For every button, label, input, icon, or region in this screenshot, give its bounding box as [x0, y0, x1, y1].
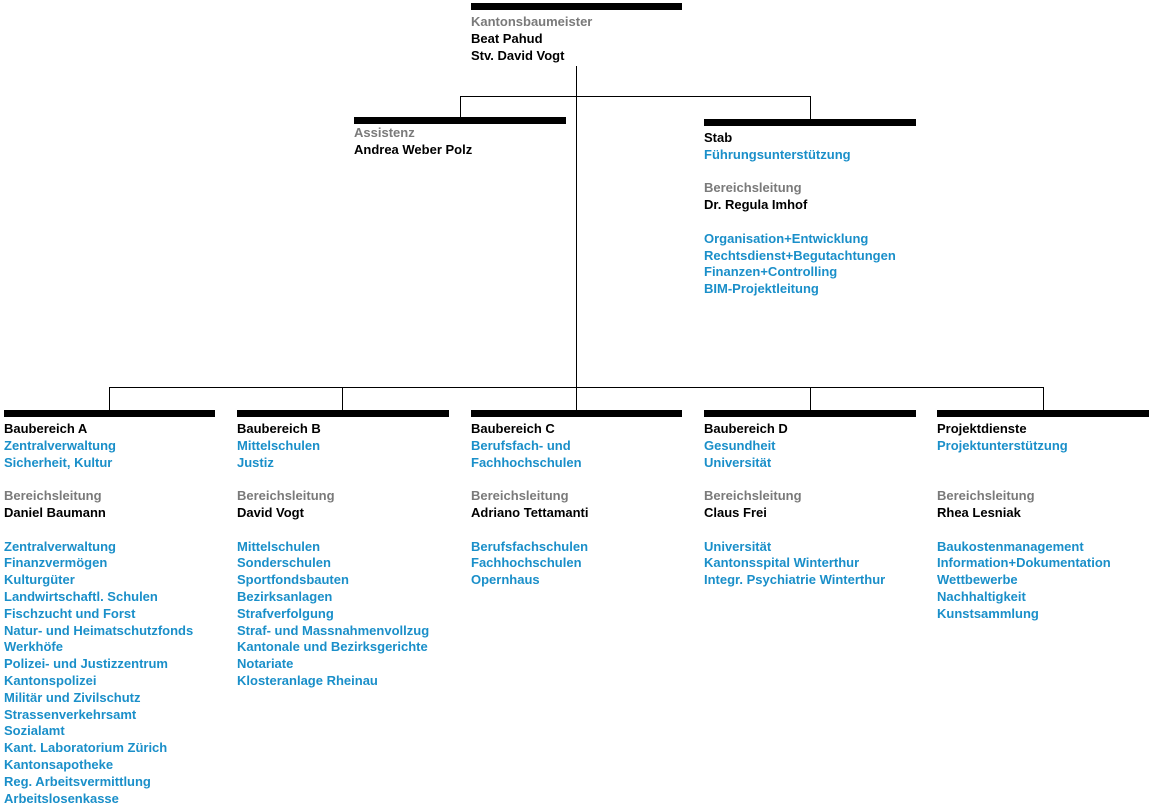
department-item: Fischzucht und Forst: [4, 605, 136, 621]
department-unit: Gesundheit: [704, 437, 776, 453]
stab-title: Stab: [704, 130, 733, 145]
baubereich-d-box: [704, 410, 916, 589]
role-label: Kantonsbaumeister: [471, 14, 593, 29]
stab-box: [704, 119, 916, 298]
department-item: Mittelschulen: [237, 538, 321, 554]
department-item: Finanzvermögen: [4, 555, 108, 571]
department-item: Arbeitslosenkasse: [4, 790, 119, 806]
baubereich-b-box: [237, 410, 449, 690]
department-item: Kunstsammlung: [937, 605, 1039, 621]
department-item: Strassenverkehrsamt: [4, 706, 137, 722]
header-bar: [354, 117, 566, 124]
department-unit: Berufsfach- und: [471, 437, 571, 453]
department-item: Nachhaltigkeit: [937, 588, 1026, 604]
department-item: Kantonale und Bezirksgerichte: [237, 639, 428, 655]
header-bar: [937, 410, 1149, 417]
department-item: Wettbewerbe: [937, 572, 1018, 588]
lead-label: Bereichsleitung: [704, 488, 802, 504]
department-item: Zentralverwaltung: [4, 538, 116, 554]
department-item: Berufsfachschulen: [471, 538, 589, 554]
header-bar: [4, 410, 215, 417]
header-bar: [704, 119, 916, 126]
lead-label: Bereichsleitung: [704, 180, 802, 196]
department-item: Universität: [704, 538, 772, 554]
person-name: Andrea Weber Polz: [354, 141, 473, 157]
department-item: Natur- und Heimatschutzfonds: [4, 622, 194, 638]
lead-label: Bereichsleitung: [937, 488, 1035, 504]
department-unit: Universität: [704, 454, 772, 470]
department-item: Klosteranlage Rheinau: [237, 672, 378, 688]
department-item: Notariate: [237, 656, 294, 672]
department-item: Fachhochschulen: [471, 555, 582, 571]
lead-name: Adriano Tettamanti: [471, 504, 589, 520]
department-item: Reg. Arbeitsvermittlung: [4, 773, 151, 789]
header-bar: [704, 410, 916, 417]
department-item: Kantonsspital Winterthur: [704, 555, 860, 571]
department-item: Militär und Zivilschutz: [4, 689, 141, 705]
department-item: Kantonspolizei: [4, 672, 97, 688]
lead-label: Bereichsleitung: [237, 488, 335, 504]
stab-item: Organisation+Entwicklung: [704, 230, 869, 246]
department-title: Baubereich C: [471, 421, 555, 436]
stab-unit: Führungsunterstützung: [704, 146, 851, 162]
baubereich-a-box: [4, 410, 215, 807]
department-item: Werkhöfe: [4, 639, 63, 655]
role-label: Assistenz: [354, 125, 415, 140]
department-unit: Mittelschulen: [237, 437, 321, 453]
department-unit: Projektunterstützung: [937, 437, 1068, 453]
department-unit: Fachhochschulen: [471, 454, 582, 470]
department-title: Baubereich D: [704, 421, 788, 436]
department-unit: Sicherheit, Kultur: [4, 454, 113, 470]
projektdienste-box: [937, 410, 1149, 623]
stab-item: Rechtsdienst+Begutachtungen: [704, 247, 896, 263]
header-bar: [237, 410, 449, 417]
lead-name: Dr. Regula Imhof: [704, 197, 808, 213]
lead-name: Claus Frei: [704, 504, 767, 520]
department-item: Kantonsapotheke: [4, 756, 114, 772]
stab-item: BIM-Projektleitung: [704, 281, 819, 297]
department-item: Information+Dokumentation: [937, 555, 1111, 571]
department-item: Baukostenmanagement: [937, 538, 1084, 554]
department-item: Sonderschulen: [237, 555, 331, 571]
baubereich-c-box: [471, 410, 682, 589]
lead-name: David Vogt: [237, 504, 304, 520]
department-item: Landwirtschaftl. Schulen: [4, 588, 158, 604]
department-item: Sozialamt: [4, 723, 65, 739]
person-name: Beat Pahud: [471, 30, 543, 46]
kantonsbaumeister-box: [471, 3, 682, 64]
stab-item: Finanzen+Controlling: [704, 264, 838, 280]
lead-name: Rhea Lesniak: [937, 504, 1021, 520]
header-bar: [471, 410, 682, 417]
department-item: Polizei- und Justizzentrum: [4, 656, 168, 672]
department-unit: Justiz: [237, 454, 274, 470]
lead-label: Bereichsleitung: [4, 488, 102, 504]
department-title: Baubereich A: [4, 421, 88, 436]
department-item: Straf- und Massnahmenvollzug: [237, 622, 430, 638]
department-item: Sportfondsbauten: [237, 572, 349, 588]
department-item: Kulturgüter: [4, 572, 75, 588]
department-item: Bezirksanlagen: [237, 588, 333, 604]
department-item: Strafverfolgung: [237, 605, 334, 621]
department-title: Projektdienste: [937, 421, 1027, 436]
assistenz-box: [354, 117, 566, 159]
department-title: Baubereich B: [237, 421, 321, 436]
department-item: Opernhaus: [471, 572, 540, 588]
lead-label: Bereichsleitung: [471, 488, 569, 504]
header-bar: [471, 3, 682, 10]
department-unit: Zentralverwaltung: [4, 437, 116, 453]
lead-name: Daniel Baumann: [4, 504, 106, 520]
deputy-name: Stv. David Vogt: [471, 47, 565, 63]
department-item: Kant. Laboratorium Zürich: [4, 740, 168, 756]
department-item: Integr. Psychiatrie Winterthur: [704, 572, 886, 588]
